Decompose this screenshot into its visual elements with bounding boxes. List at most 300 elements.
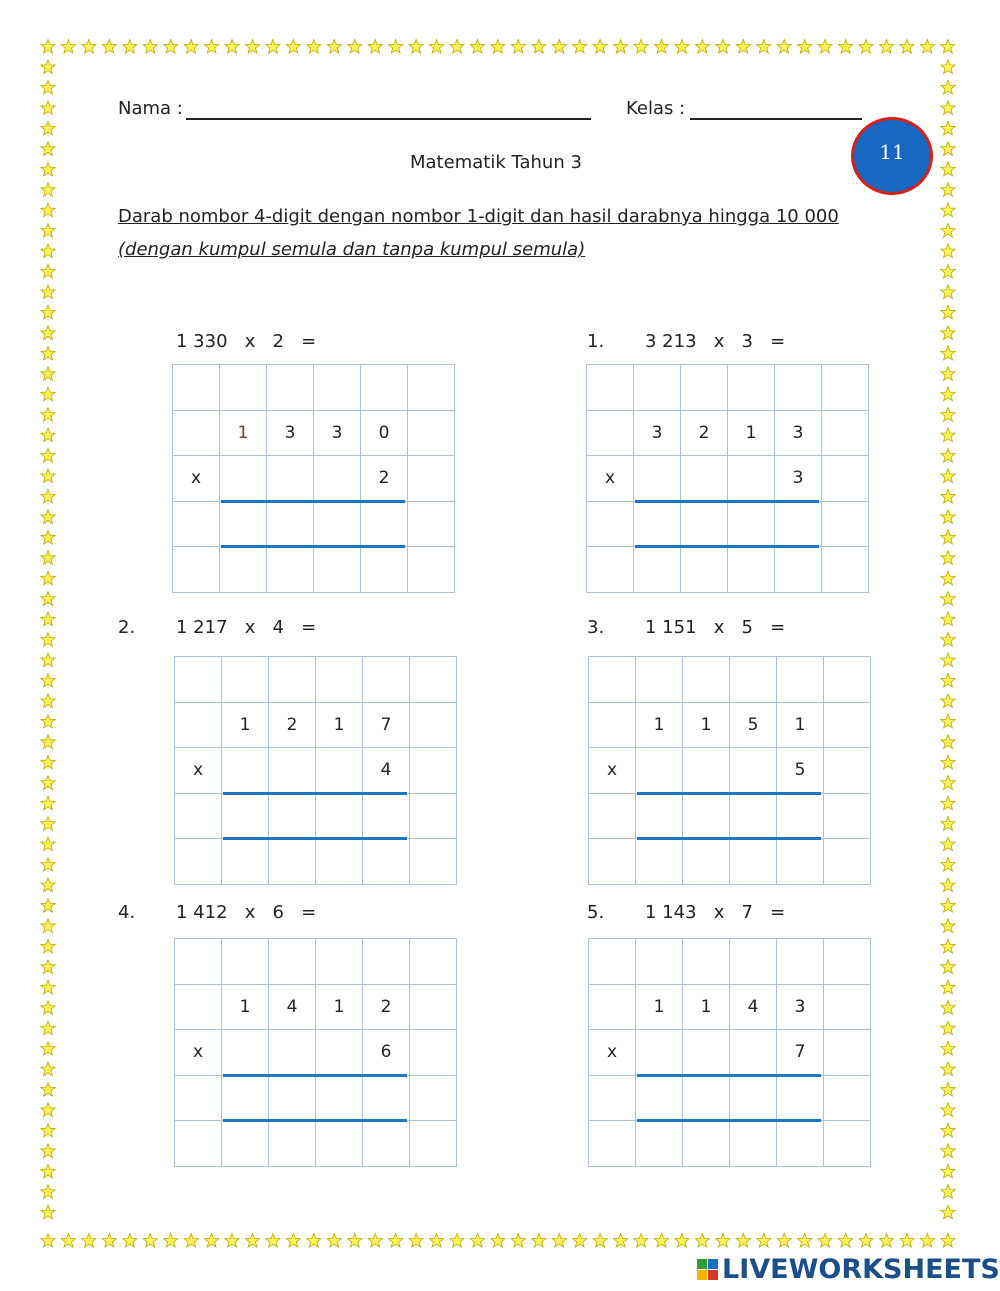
grid-cell — [730, 748, 777, 794]
grid-cell — [636, 839, 683, 885]
star-icon — [41, 1123, 55, 1137]
star-icon — [941, 162, 955, 176]
star-icon — [41, 1021, 55, 1035]
grid-cell — [589, 985, 636, 1031]
star-icon — [941, 1144, 955, 1158]
star-icon — [348, 40, 362, 54]
star-icon — [941, 858, 955, 872]
carry-cell[interactable] — [728, 365, 775, 411]
kelas-input-line[interactable] — [690, 100, 862, 120]
multiplicand-digit: 7 — [363, 703, 410, 749]
star-icon — [184, 1234, 198, 1248]
star-icon — [41, 326, 55, 340]
carry-cell[interactable] — [316, 657, 363, 703]
grid-cell — [173, 411, 220, 457]
star-icon — [798, 40, 812, 54]
star-icon — [491, 1234, 505, 1248]
carry-cell[interactable] — [730, 657, 777, 703]
carry-cell[interactable] — [222, 939, 269, 985]
star-icon — [41, 919, 55, 933]
multiplicand-digit: 3 — [634, 411, 681, 457]
star-icon — [41, 796, 55, 810]
star-icon — [941, 387, 955, 401]
answer-cell[interactable] — [173, 502, 220, 548]
grid-cell — [824, 703, 871, 749]
answer-cell[interactable] — [636, 1076, 683, 1122]
star-icon — [879, 40, 893, 54]
multiplicand-digit: 1 — [683, 985, 730, 1031]
star-icon — [41, 1164, 55, 1178]
star-icon — [41, 203, 55, 217]
star-icon — [838, 1234, 852, 1248]
answer-cell[interactable] — [363, 1076, 410, 1122]
star-icon — [941, 264, 955, 278]
star-icon — [941, 837, 955, 851]
carry-cell[interactable] — [220, 365, 267, 411]
star-icon — [41, 612, 55, 626]
star-icon — [838, 40, 852, 54]
star-icon — [675, 40, 689, 54]
carry-cell[interactable] — [777, 939, 824, 985]
answer-cell[interactable] — [730, 1076, 777, 1122]
answer-cell[interactable] — [777, 794, 824, 840]
grid-cell — [410, 985, 457, 1031]
star-icon — [941, 755, 955, 769]
answer-cell[interactable] — [587, 502, 634, 548]
star-icon — [777, 1234, 791, 1248]
star-icon — [61, 40, 75, 54]
star-icon — [327, 1234, 341, 1248]
star-icon — [941, 183, 955, 197]
star-icon — [41, 408, 55, 422]
answer-cell[interactable] — [220, 502, 267, 548]
grid-cell — [267, 547, 314, 593]
star-icon — [41, 101, 55, 115]
grid-cell — [824, 1076, 871, 1122]
star-icon — [41, 1062, 55, 1076]
star-icon — [41, 60, 55, 74]
multiplicand-digit: 1 — [222, 703, 269, 749]
answer-cell[interactable] — [683, 794, 730, 840]
star-icon — [941, 592, 955, 606]
grid-cell — [410, 1030, 457, 1076]
answer-cell[interactable] — [683, 1076, 730, 1122]
star-icon — [900, 40, 914, 54]
problem-expression: 1 330 x 2 = — [176, 331, 317, 352]
grid-cell — [222, 839, 269, 885]
multiplicand-digit: 5 — [730, 703, 777, 749]
badge-number: 11 — [879, 140, 905, 164]
star-icon — [941, 469, 955, 483]
star-icon — [41, 1234, 55, 1248]
carry-cell[interactable] — [363, 657, 410, 703]
grid-cell — [408, 411, 455, 457]
problem-expression: 1 217 x 4 = — [176, 617, 317, 638]
answer-top-rule — [635, 500, 819, 503]
nama-input-line[interactable] — [186, 100, 591, 120]
grid-cell — [683, 839, 730, 885]
grid-cell — [775, 547, 822, 593]
page-number-badge — [851, 117, 933, 195]
carry-cell[interactable] — [316, 939, 363, 985]
star-icon — [941, 1205, 955, 1219]
star-icon — [552, 1234, 566, 1248]
star-icon — [123, 1234, 137, 1248]
carry-cell[interactable] — [267, 365, 314, 411]
grid-cell — [410, 1121, 457, 1167]
star-icon — [941, 653, 955, 667]
grid-cell — [410, 939, 457, 985]
carry-cell[interactable] — [175, 939, 222, 985]
star-icon — [593, 40, 607, 54]
grid-cell — [410, 794, 457, 840]
grid-cell — [589, 839, 636, 885]
star-icon — [941, 1234, 955, 1248]
answer-cell[interactable] — [267, 502, 314, 548]
liveworksheets-logo — [697, 1254, 1000, 1285]
star-icon — [41, 694, 55, 708]
working-grid — [174, 938, 457, 1167]
carry-cell[interactable] — [634, 365, 681, 411]
grid-cell — [173, 547, 220, 593]
working-grid — [588, 938, 871, 1167]
problem-number: 3. — [587, 617, 605, 638]
star-icon — [634, 1234, 648, 1248]
grid-cell — [410, 703, 457, 749]
star-icon — [941, 960, 955, 974]
star-icon — [920, 1234, 934, 1248]
carry-cell[interactable] — [636, 657, 683, 703]
multiplicand-digit: 1 — [777, 703, 824, 749]
star-icon — [859, 1234, 873, 1248]
answer-cell[interactable] — [316, 794, 363, 840]
star-icon — [348, 1234, 362, 1248]
problem-expression: 1 143 x 7 = — [645, 902, 786, 923]
grid-cell — [363, 839, 410, 885]
answer-cell[interactable] — [222, 1076, 269, 1122]
multiplicand-digit: 1 — [222, 985, 269, 1031]
carry-cell[interactable] — [587, 365, 634, 411]
logo-icon — [697, 1259, 718, 1280]
star-icon — [941, 60, 955, 74]
star-icon — [41, 1185, 55, 1199]
grid-cell — [269, 748, 316, 794]
star-icon — [511, 1234, 525, 1248]
star-icon — [41, 367, 55, 381]
answer-cell[interactable] — [361, 502, 408, 548]
working-grid — [586, 364, 869, 593]
grid-cell — [636, 748, 683, 794]
answer-cell[interactable] — [175, 794, 222, 840]
star-icon — [41, 817, 55, 831]
star-icon — [941, 326, 955, 340]
star-icon — [941, 1123, 955, 1137]
star-icon — [941, 796, 955, 810]
star-icon — [695, 40, 709, 54]
star-icon — [941, 142, 955, 156]
star-icon — [41, 633, 55, 647]
star-icon — [389, 1234, 403, 1248]
multiplier-digit: 6 — [363, 1030, 410, 1076]
carry-cell[interactable] — [361, 365, 408, 411]
star-icon — [941, 1185, 955, 1199]
subject-title: Matematik Tahun 3 — [410, 152, 582, 173]
star-icon — [941, 776, 955, 790]
star-icon — [941, 489, 955, 503]
star-icon — [41, 510, 55, 524]
star-icon — [532, 1234, 546, 1248]
answer-top-rule — [223, 792, 407, 795]
answer-top-rule — [637, 1074, 821, 1077]
carry-cell[interactable] — [222, 657, 269, 703]
star-icon — [41, 755, 55, 769]
grid-cell — [408, 365, 455, 411]
star-icon — [143, 40, 157, 54]
answer-cell[interactable] — [730, 794, 777, 840]
carry-cell[interactable] — [173, 365, 220, 411]
instruction-line-1: Darab nombor 4-digit dengan nombor 1-digit dan hasil darabnya hingga 10 000 — [118, 206, 839, 227]
star-icon — [941, 510, 955, 524]
carry-cell[interactable] — [175, 657, 222, 703]
grid-cell — [681, 547, 728, 593]
carry-cell[interactable] — [681, 365, 728, 411]
star-icon — [614, 40, 628, 54]
star-icon — [941, 817, 955, 831]
grid-cell — [363, 1121, 410, 1167]
star-icon — [941, 735, 955, 749]
star-icon — [389, 40, 403, 54]
star-icon — [41, 714, 55, 728]
star-icon — [818, 40, 832, 54]
multiplier-digit: 3 — [775, 456, 822, 502]
multiplier-digit: 5 — [777, 748, 824, 794]
multiplicand-digit: 3 — [777, 985, 824, 1031]
grid-cell — [314, 456, 361, 502]
multiplicand-digit: 3 — [775, 411, 822, 457]
grid-cell — [175, 839, 222, 885]
star-icon — [41, 489, 55, 503]
answer-cell[interactable] — [681, 502, 728, 548]
problem-number: 4. — [118, 902, 136, 923]
star-icon — [941, 305, 955, 319]
grid-cell — [267, 456, 314, 502]
answer-cell[interactable] — [316, 1076, 363, 1122]
answer-cell[interactable] — [269, 794, 316, 840]
star-icon — [41, 551, 55, 565]
star-icon — [941, 101, 955, 115]
star-icon — [205, 40, 219, 54]
star-icon — [245, 40, 259, 54]
carry-cell[interactable] — [363, 939, 410, 985]
star-icon — [450, 40, 464, 54]
multiplicand-digit: 4 — [730, 985, 777, 1031]
grid-cell — [824, 794, 871, 840]
answer-cell[interactable] — [363, 794, 410, 840]
star-icon — [409, 40, 423, 54]
multiplicand-digit: 2 — [363, 985, 410, 1031]
star-icon — [41, 142, 55, 156]
answer-cell[interactable] — [175, 1076, 222, 1122]
star-icon — [941, 244, 955, 258]
star-icon — [164, 40, 178, 54]
carry-cell[interactable] — [683, 939, 730, 985]
answer-cell[interactable] — [634, 502, 681, 548]
star-icon — [757, 1234, 771, 1248]
carry-cell[interactable] — [269, 657, 316, 703]
grid-cell — [824, 939, 871, 985]
star-icon — [941, 1083, 955, 1097]
times-sign: x — [175, 1030, 222, 1076]
answer-bottom-rule — [637, 837, 821, 840]
grid-cell — [777, 839, 824, 885]
star-icon — [941, 428, 955, 442]
star-icon — [593, 1234, 607, 1248]
carry-cell[interactable] — [777, 657, 824, 703]
carry-cell[interactable] — [636, 939, 683, 985]
multiplicand-digit: 1 — [728, 411, 775, 457]
star-icon — [532, 40, 546, 54]
grid-cell — [777, 1121, 824, 1167]
working-grid — [174, 656, 457, 885]
star-icon — [41, 1103, 55, 1117]
star-icon — [941, 367, 955, 381]
grid-cell — [316, 1030, 363, 1076]
star-icon — [716, 40, 730, 54]
star-icon — [225, 40, 239, 54]
answer-cell[interactable] — [777, 1076, 824, 1122]
star-icon — [245, 1234, 259, 1248]
star-icon — [41, 776, 55, 790]
star-icon — [941, 878, 955, 892]
multiplier-digit: 2 — [361, 456, 408, 502]
problem-number: 5. — [587, 902, 605, 923]
star-icon — [573, 1234, 587, 1248]
answer-cell[interactable] — [589, 794, 636, 840]
grid-cell — [824, 1121, 871, 1167]
grid-cell — [316, 839, 363, 885]
star-icon — [900, 1234, 914, 1248]
star-icon — [205, 1234, 219, 1248]
grid-cell — [220, 456, 267, 502]
star-icon — [41, 878, 55, 892]
times-sign: x — [173, 456, 220, 502]
star-icon — [102, 40, 116, 54]
star-icon — [675, 1234, 689, 1248]
star-icon — [102, 1234, 116, 1248]
multiplicand-digit: 1 — [316, 985, 363, 1031]
carry-cell[interactable] — [589, 939, 636, 985]
grid-cell — [683, 1030, 730, 1076]
star-icon — [409, 1234, 423, 1248]
grid-cell — [822, 547, 869, 593]
star-icon — [286, 40, 300, 54]
multiplicand-digit: 2 — [681, 411, 728, 457]
star-icon — [941, 694, 955, 708]
answer-bottom-rule — [223, 837, 407, 840]
star-icon — [941, 1001, 955, 1015]
grid-cell — [683, 748, 730, 794]
star-icon — [941, 203, 955, 217]
grid-cell — [175, 985, 222, 1031]
grid-cell — [728, 456, 775, 502]
star-icon — [41, 1083, 55, 1097]
star-icon — [143, 1234, 157, 1248]
answer-cell[interactable] — [775, 502, 822, 548]
times-sign: x — [589, 1030, 636, 1076]
star-icon — [941, 1021, 955, 1035]
star-icon — [41, 162, 55, 176]
answer-top-rule — [221, 500, 405, 503]
answer-cell[interactable] — [314, 502, 361, 548]
carry-cell[interactable] — [730, 939, 777, 985]
nama-label: Nama : — [118, 98, 183, 119]
star-icon — [41, 837, 55, 851]
star-icon — [41, 469, 55, 483]
star-icon — [41, 1205, 55, 1219]
star-icon — [41, 592, 55, 606]
answer-cell[interactable] — [222, 794, 269, 840]
grid-cell — [730, 1030, 777, 1076]
carry-cell[interactable] — [589, 657, 636, 703]
star-icon — [286, 1234, 300, 1248]
grid-cell — [728, 547, 775, 593]
grid-cell — [316, 748, 363, 794]
grid-cell — [589, 703, 636, 749]
star-icon — [41, 939, 55, 953]
kelas-label: Kelas : — [626, 98, 686, 119]
grid-cell — [410, 1076, 457, 1122]
carry-cell[interactable] — [683, 657, 730, 703]
carry-cell[interactable] — [775, 365, 822, 411]
star-icon — [123, 40, 137, 54]
grid-cell — [410, 748, 457, 794]
carry-cell[interactable] — [269, 939, 316, 985]
grid-cell — [410, 839, 457, 885]
star-icon — [82, 40, 96, 54]
grid-cell — [269, 1030, 316, 1076]
star-icon — [818, 1234, 832, 1248]
grid-cell — [408, 456, 455, 502]
star-icon — [941, 612, 955, 626]
answer-bottom-rule — [635, 545, 819, 548]
star-icon — [941, 285, 955, 299]
star-icon — [82, 1234, 96, 1248]
star-icon — [798, 1234, 812, 1248]
star-icon — [941, 898, 955, 912]
star-icon — [716, 1234, 730, 1248]
brand-text: LIVEWORKSHEETS — [722, 1254, 1000, 1285]
grid-cell — [730, 1121, 777, 1167]
star-icon — [41, 530, 55, 544]
star-icon — [736, 1234, 750, 1248]
answer-cell[interactable] — [269, 1076, 316, 1122]
star-icon — [41, 80, 55, 94]
star-icon — [41, 40, 55, 54]
answer-cell[interactable] — [728, 502, 775, 548]
multiplicand-digit: 0 — [361, 411, 408, 457]
carry-cell[interactable] — [314, 365, 361, 411]
star-icon — [941, 224, 955, 238]
answer-cell[interactable] — [589, 1076, 636, 1122]
star-icon — [859, 40, 873, 54]
grid-cell — [587, 411, 634, 457]
star-icon — [941, 674, 955, 688]
star-icon — [941, 40, 955, 54]
star-icon — [429, 1234, 443, 1248]
star-icon — [225, 1234, 239, 1248]
answer-cell[interactable] — [636, 794, 683, 840]
star-icon — [941, 346, 955, 360]
